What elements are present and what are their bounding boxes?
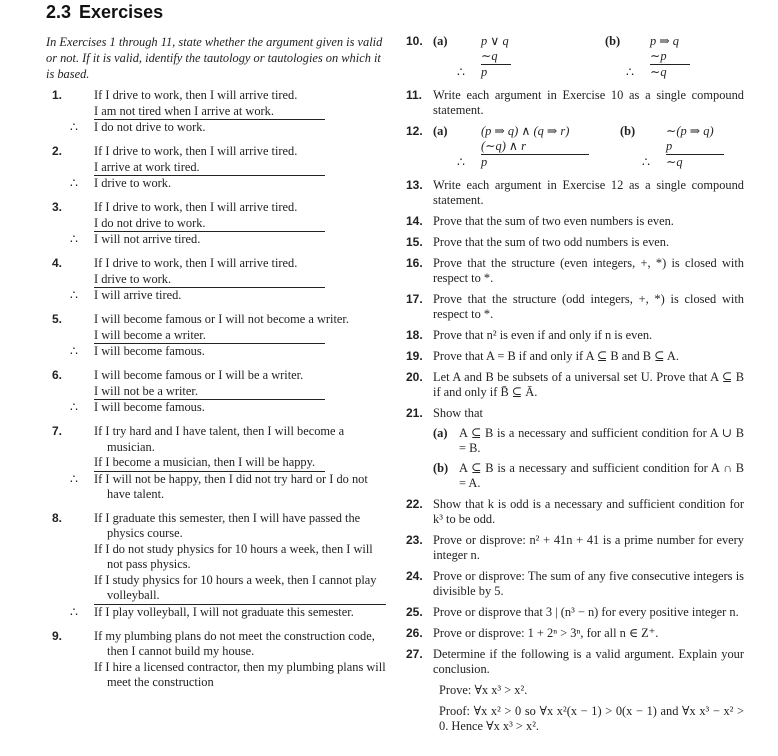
premise: I will become famous or I will not become a writer. xyxy=(94,312,349,326)
premise: I do not drive to work. xyxy=(94,216,325,233)
exercise-number: 9. xyxy=(52,628,63,643)
exercise-24 xyxy=(406,569,744,599)
premise: If my plumbing plans do not meet the construction code, then I cannot build my house. xyxy=(94,628,375,658)
ex12-a: (a) xyxy=(433,124,448,138)
therefore-symbol: ∴ xyxy=(70,288,78,302)
conclusion: I drive to work. xyxy=(94,176,172,190)
exercise-number: 18. xyxy=(406,328,423,342)
conclusion: ∼q xyxy=(650,65,667,79)
premise: p ∨ q xyxy=(481,34,509,48)
exercise-1 xyxy=(46,88,386,135)
exercise-text: Write each argument in Exercise 12 as a single compound statement. xyxy=(433,178,744,207)
exercise-number: 17. xyxy=(406,292,423,306)
premise: If I drive to work, then I will arrive tired. xyxy=(94,144,298,158)
exercise-text: Determine if the following is a valid argument. Explain your conclusion. xyxy=(433,647,744,676)
exercise-16 xyxy=(406,256,744,286)
exercise-number: 11. xyxy=(406,88,423,102)
premise: If I do not study physics for 10 hours a week, then I will not pass physics. xyxy=(94,541,373,571)
conclusion: I will arrive tired. xyxy=(94,288,182,302)
exercise-instructions: In Exercises 1 through 11, state whether the argument given is valid or not. If it is valid, identify the tautology or tautologies on which it is based. xyxy=(46,35,383,81)
conclusion: p xyxy=(481,155,488,169)
premise: If I graduate this semester, then I will have passed the physics course. xyxy=(94,510,361,540)
premise: ∼q xyxy=(481,49,511,65)
exercise-number: 26. xyxy=(406,626,423,640)
prove-statement: Prove: ∀x x³ > x². xyxy=(439,683,528,697)
exercise-number: 6. xyxy=(52,368,63,382)
exercise-15 xyxy=(406,235,744,250)
exercise-21-a: (a) A ⊆ B is a necessary and sufficient condition for A ∪ B = B. xyxy=(433,426,744,455)
therefore-symbol: ∴ xyxy=(70,120,78,134)
exercise-number: 3. xyxy=(52,200,63,214)
premise: p ⇒ q xyxy=(650,34,679,48)
exercise-number: 15. xyxy=(406,235,423,249)
exercise-18 xyxy=(406,328,744,343)
exercise-text: Prove or disprove that 3 | (n³ − n) for every positive integer n. xyxy=(433,605,739,619)
exercise-11 xyxy=(406,88,744,118)
premise: If I become a musician, then I will be happy. xyxy=(94,455,325,472)
exercise-number: 19. xyxy=(406,349,423,363)
exercise-3 xyxy=(46,200,386,247)
exercise-4 xyxy=(46,256,386,303)
exercise-number: 27. xyxy=(406,647,423,661)
exercise-text: Write each argument in Exercise 10 as a single compound statement. xyxy=(433,88,744,117)
exercise-number: 12. xyxy=(406,124,423,138)
premise: ∼p xyxy=(650,49,690,65)
premise: (p ⇒ q) ∧ (q ⇒ r) xyxy=(481,124,570,138)
exercise-12 xyxy=(406,124,744,174)
section-title xyxy=(46,2,163,23)
premise: If I drive to work, then I will arrive tired. xyxy=(94,88,298,102)
exercise-text: Prove or disprove: n² + 41n + 41 is a prime number for every integer n. xyxy=(433,533,744,562)
exercise-21 xyxy=(406,406,744,491)
exercise-5 xyxy=(46,312,386,359)
therefore-symbol: ∴ xyxy=(70,471,78,486)
exercise-27 xyxy=(406,647,744,677)
exercise-text: Show that k is odd is a necessary and sufficient condition for k³ to be odd. xyxy=(433,497,744,526)
exercise-number: 5. xyxy=(52,312,63,326)
premise: If I study physics for 10 hours a week, then I cannot play volleyball. xyxy=(94,573,386,605)
exercise-text: Prove or disprove: The sum of any five consecutive integers is divisible by 5. xyxy=(433,569,744,598)
exercise-13 xyxy=(406,178,744,208)
ex10-b: (b) xyxy=(605,34,621,48)
premise: If I try hard and I have talent, then I will become a musician. xyxy=(94,424,345,454)
exercise-number: 2. xyxy=(52,144,63,158)
conclusion: If I will not be happy, then I did not try hard or I do not have talent. xyxy=(94,471,368,501)
section-heading: Exercises xyxy=(79,2,164,22)
therefore-symbol: ∴ xyxy=(70,176,78,190)
left-column xyxy=(46,34,386,700)
premise: If I hire a licensed contractor, then my plumbing plans will meet the construction xyxy=(94,659,386,689)
conclusion: If I play volleyball, I will not graduate this semester. xyxy=(94,604,354,619)
exercise-number: 7. xyxy=(52,424,63,438)
exercise-text: Let A and B be subsets of a universal set U. Prove that A ⊆ B if and only if B̄ ⊆ Ā. xyxy=(433,370,744,399)
exercise-text: Prove that the structure (odd integers, +, *) is closed with respect to *. xyxy=(433,292,744,321)
exercise-14 xyxy=(406,214,744,229)
premise: I arrive at work tired. xyxy=(94,160,325,177)
conclusion: p xyxy=(481,65,488,79)
exercise-19 xyxy=(406,349,744,364)
exercise-26 xyxy=(406,626,744,641)
exercise-23 xyxy=(406,533,744,563)
therefore-symbol: ∴ xyxy=(70,604,78,619)
exercise-text: Prove that the sum of two odd numbers is even. xyxy=(433,235,670,249)
premise: I am not tired when I arrive at work. xyxy=(94,104,325,121)
premise: ∼(p ⇒ q) xyxy=(666,124,714,138)
therefore-symbol: ∴ xyxy=(457,155,465,169)
therefore-symbol: ∴ xyxy=(642,155,650,169)
conclusion: I will become famous. xyxy=(94,344,205,358)
premise: I will become famous or I will be a writer. xyxy=(94,368,304,382)
exercise-27-detail xyxy=(433,683,744,734)
exercise-number: 13. xyxy=(406,178,423,192)
therefore-symbol: ∴ xyxy=(70,344,78,358)
conclusion: I do not drive to work. xyxy=(94,120,206,134)
exercise-number: 16. xyxy=(406,256,423,270)
exercise-number: 24. xyxy=(406,569,423,583)
premise: (∼q) ∧ r xyxy=(481,139,589,155)
exercise-number: 10. xyxy=(406,34,423,48)
exercise-number: 21. xyxy=(406,406,423,420)
exercise-text: Prove that A = B if and only if A ⊆ B and B ⊆ A. xyxy=(433,349,679,363)
conclusion: I will not arrive tired. xyxy=(94,232,201,246)
exercise-text: Prove that the sum of two even numbers is even. xyxy=(433,214,674,228)
right-exercise-list xyxy=(406,497,744,677)
premise: I will become a writer. xyxy=(94,328,325,345)
exercise-8 xyxy=(46,511,386,620)
exercise-number: 20. xyxy=(406,370,423,384)
therefore-symbol: ∴ xyxy=(70,400,78,414)
exercise-10 xyxy=(406,34,744,84)
exercise-number: 25. xyxy=(406,605,423,619)
right-column xyxy=(406,34,744,734)
premise: If I drive to work, then I will arrive tired. xyxy=(94,256,298,270)
exercise-17 xyxy=(406,292,744,322)
exercise-2 xyxy=(46,144,386,191)
therefore-symbol: ∴ xyxy=(70,232,78,246)
exercise-7 xyxy=(46,424,386,502)
premise: I drive to work. xyxy=(94,272,325,289)
section-number: 2.3 xyxy=(46,2,72,22)
conclusion: ∼q xyxy=(666,155,683,169)
proof-statement: Proof: ∀x x² > 0 so ∀x x²(x − 1) > 0(x − 1) and ∀x x³ − x² > 0. Hence ∀x x³ > x². xyxy=(439,704,744,733)
ex10-a: (a) xyxy=(433,34,448,48)
left-exercise-list xyxy=(46,88,386,691)
exercise-number: 22. xyxy=(406,497,423,511)
exercise-25 xyxy=(406,605,744,620)
exercise-22 xyxy=(406,497,744,527)
exercise-20 xyxy=(406,370,744,400)
exercise-text: Prove that n² is even if and only if n is even. xyxy=(433,328,653,342)
exercise-number: 23. xyxy=(406,533,423,547)
exercise-6 xyxy=(46,368,386,415)
therefore-symbol: ∴ xyxy=(457,65,465,79)
exercise-number: 4. xyxy=(52,256,63,270)
exercise-text: Prove or disprove: 1 + 2ⁿ > 3ⁿ, for all n ∈ Z⁺. xyxy=(433,626,659,640)
exercise-number: 14. xyxy=(406,214,423,228)
exercise-number: 8. xyxy=(52,510,63,525)
exercise-text: Show that xyxy=(433,406,483,420)
therefore-symbol: ∴ xyxy=(626,65,634,79)
conclusion: I will become famous. xyxy=(94,400,205,414)
right-exercise-list xyxy=(406,178,744,400)
exercise-text: Prove that the structure (even integers, +, *) is closed with respect to *. xyxy=(433,256,744,285)
ex12-b: (b) xyxy=(620,124,636,138)
exercise-9 xyxy=(46,629,386,691)
premise: If I drive to work, then I will arrive tired. xyxy=(94,200,298,214)
premise: p xyxy=(666,139,724,155)
premise: I will not be a writer. xyxy=(94,384,325,401)
exercise-21-b: (b) A ⊆ B is a necessary and sufficient condition for A ∩ B = A. xyxy=(433,461,744,490)
exercise-number: 1. xyxy=(52,88,63,102)
